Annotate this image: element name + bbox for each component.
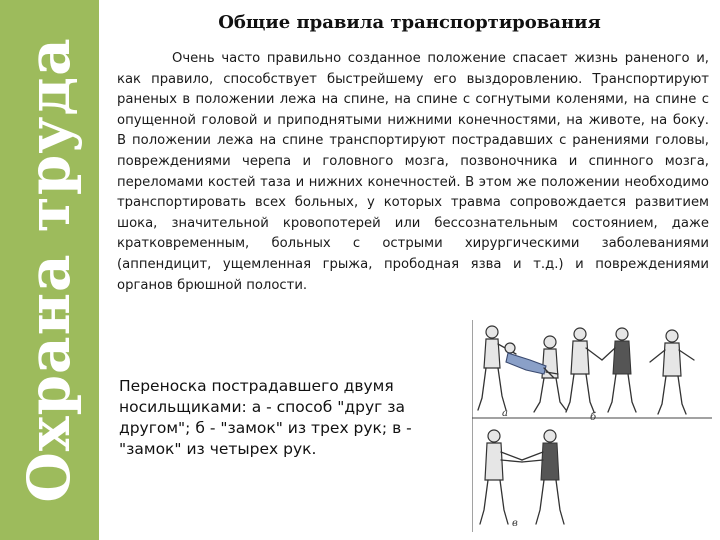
body-paragraph: Очень часто правильно созданное положение спасает жизнь раненого и, как правило, способствует быстрейшему его выздоровлению. Транспортируют раненых в положении лежа на спине, на спине с согнутыми коленями, на спине с опущенной головой и приподнятыми нижними конечностями, на животе, на боку. В положении лежа на спине транспортируют пострадавших с ранениями головы, повреждениями черепа и головного мозга, позвоночника и спинного мозга, переломами костей таза и нижних конечностей. В этом же положении необходимо транспортировать всех больных, у которых травма сопровождается развитием шока, значительной кровопотерей или бессознательным состоянием, даже кратковременным, больных с острыми хирургическими заболеваниями (аппендицит, ущемленная грыжа, прободная язва и т.д.) и повреждениями органов брюшной полости. — [117, 51, 709, 293]
label-b: б — [590, 412, 597, 423]
panel-a-figure — [478, 326, 566, 412]
panel-b-extra-figure — [650, 330, 694, 414]
sidebar-title: Охрана труда — [15, 37, 83, 503]
label-c: в — [512, 518, 518, 529]
panel-c-figure — [480, 430, 564, 529]
transport-illustration — [472, 320, 712, 532]
label-a: а — [502, 408, 508, 419]
page-title: Общие правила транспортирования — [218, 12, 601, 33]
figure-caption: Переноска пострадавшего двумя носильщиками: а - способ "друг за другом"; б - "замок" из трех рук; в - "замок" из четырех рук. — [119, 377, 412, 458]
sidebar — [0, 0, 99, 540]
panel-b-figure — [502, 328, 636, 423]
